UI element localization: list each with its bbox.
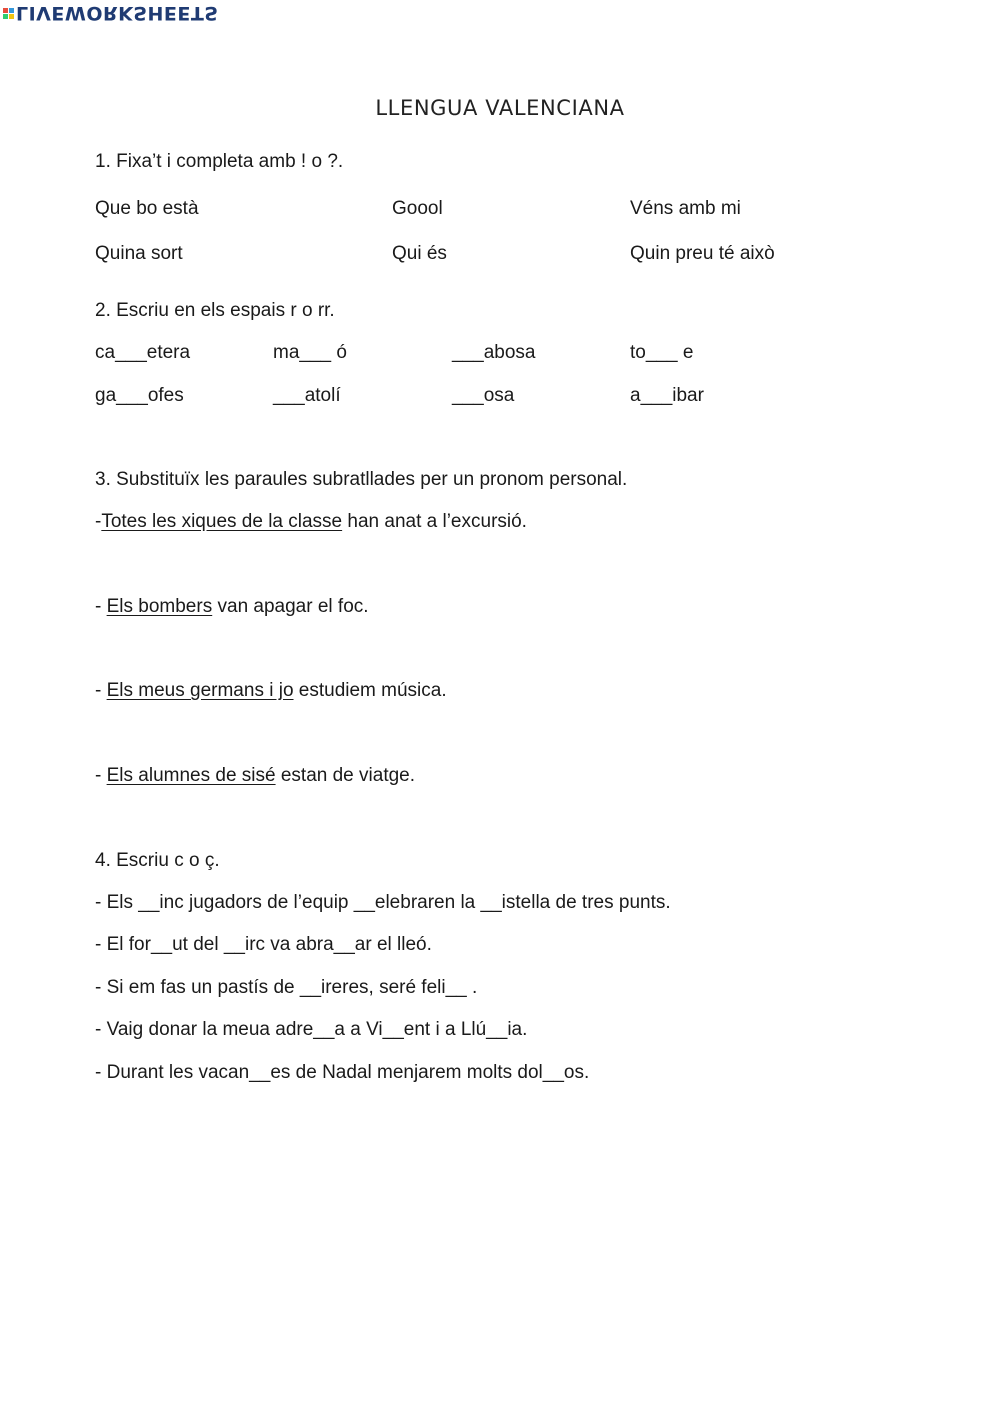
page-title: LLENGUA VALENCIANA	[375, 96, 625, 120]
exercise3-sentence[interactable]	[95, 679, 447, 703]
exercise2-item[interactable]: ga___ofes	[95, 385, 184, 406]
exercise2-item[interactable]: a___ibar	[630, 385, 704, 406]
sentence-rest: estan de viatge.	[275, 765, 416, 786]
logo-square-green	[3, 14, 8, 19]
exercise4-heading: 4. Escriu c o ç.	[95, 850, 220, 871]
exercise1-item[interactable]: Que bo està	[95, 198, 199, 219]
logo-square-blue	[9, 8, 14, 13]
exercise2-item[interactable]: to___ e	[630, 342, 694, 363]
underlined-phrase: Totes les xiques de la classe	[101, 511, 343, 532]
exercise2-item[interactable]: ___abosa	[452, 342, 536, 363]
exercise3-heading: 3. Substituïx les paraules subratllades per un pronom personal.	[95, 469, 628, 490]
exercise1-heading: 1. Fixa’t i completa amb ! o ?.	[95, 151, 344, 172]
exercise1-item[interactable]: Goool	[392, 198, 443, 219]
exercise3-sentence[interactable]	[95, 764, 415, 788]
liveworksheets-logo	[3, 2, 219, 24]
exercise2-item[interactable]: ___osa	[452, 385, 515, 406]
sentence-prefix: -	[95, 596, 107, 617]
exercise1-item[interactable]: Véns amb mi	[630, 198, 741, 219]
exercise2-item[interactable]: ma___ ó	[273, 342, 347, 363]
logo-squares-icon	[3, 8, 14, 19]
sentence-prefix: -	[95, 765, 107, 786]
underlined-phrase: Els alumnes de sisé	[106, 765, 276, 786]
underlined-phrase: Els meus germans i jo	[106, 680, 294, 701]
exercise3-sentence[interactable]	[95, 510, 527, 534]
sentence-rest: van apagar el foc.	[212, 596, 369, 617]
sentence-prefix: -	[95, 680, 107, 701]
exercise3-sentence[interactable]	[95, 595, 369, 619]
exercise4-sentence[interactable]: - Els __inc jugadors de l’equip __elebraren la __istella de tres punts.	[95, 892, 671, 913]
logo-text: LIVEWORKSHEETS	[16, 2, 219, 24]
exercise2-item[interactable]: ___atolí	[273, 385, 341, 406]
exercise1-item[interactable]: Qui és	[392, 243, 447, 264]
exercise1-item[interactable]: Quina sort	[95, 243, 183, 264]
sentence-prefix: -	[95, 511, 102, 532]
exercise4-sentence[interactable]: - Vaig donar la meua adre__a a Vi__ent i a Llú__ia.	[95, 1019, 528, 1040]
exercise2-heading: 2. Escriu en els espais r o rr.	[95, 300, 335, 321]
exercise4-sentence[interactable]: - Durant les vacan__es de Nadal menjarem molts dol__os.	[95, 1062, 590, 1083]
exercise1-item[interactable]: Quin preu té això	[630, 243, 775, 264]
exercise2-item[interactable]: ca___etera	[95, 342, 191, 363]
sentence-rest: han anat a l’excursió.	[342, 511, 527, 532]
exercise4-sentence[interactable]: - Si em fas un pastís de __ireres, seré feli__ .	[95, 977, 478, 998]
sentence-rest: estudiem música.	[293, 680, 447, 701]
underlined-phrase: Els bombers	[106, 596, 213, 617]
logo-square-red	[3, 8, 8, 13]
exercise4-sentence[interactable]: - El for__ut del __irc va abra__ar el lleó.	[95, 934, 432, 955]
logo-square-yellow	[9, 14, 14, 19]
